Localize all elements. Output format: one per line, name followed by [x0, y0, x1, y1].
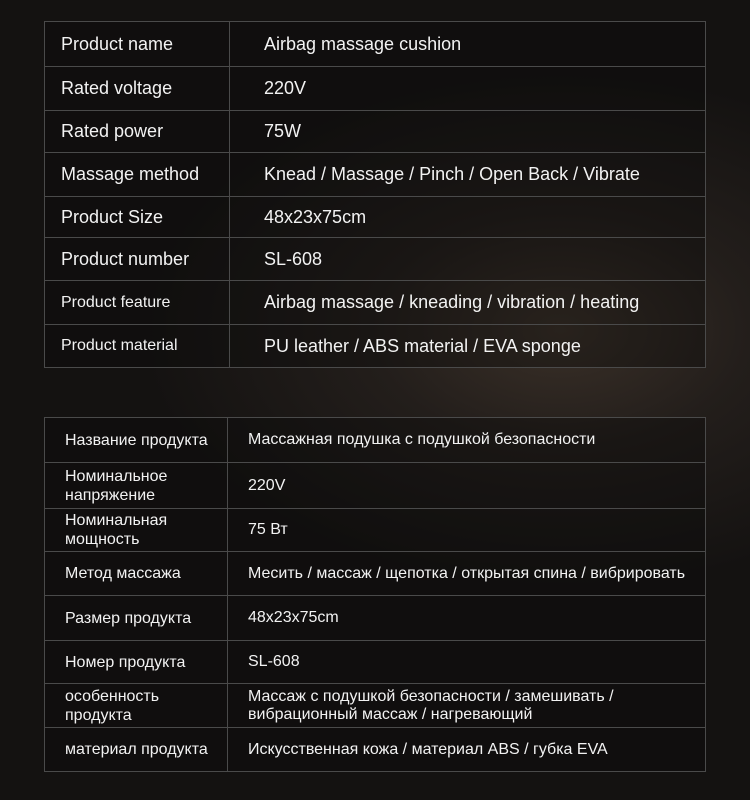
spec-value: Airbag massage cushion — [230, 22, 706, 67]
spec-label: Product name — [45, 22, 230, 67]
spec-value: 48x23x75cm — [230, 197, 706, 238]
spec-row — [45, 509, 706, 552]
spec-value: Airbag massage / kneading / vibration / heating — [230, 281, 706, 325]
spec-row — [45, 463, 706, 509]
spec-value: Месить / массаж / щепотка / открытая спина / вибрировать — [228, 552, 706, 596]
spec-value: SL-608 — [228, 641, 706, 684]
spec-value: Массаж с подушкой безопасности / замешивать / вибрационный массаж / нагревающий — [228, 684, 706, 728]
spec-label: Метод массажа — [45, 552, 228, 596]
spec-value: PU leather / ABS material / EVA sponge — [230, 325, 706, 368]
spec-value: 220V — [230, 67, 706, 111]
spec-label: Rated voltage — [45, 67, 230, 111]
spec-value: 75 Вт — [228, 509, 706, 552]
spec-value: SL-608 — [230, 238, 706, 281]
spec-row — [45, 67, 706, 111]
spec-label: Размер продукта — [45, 596, 228, 641]
spec-value: 48x23x75cm — [228, 596, 706, 641]
spec-label: Product material — [45, 325, 230, 368]
spec-row — [45, 325, 706, 368]
spec-value: Искусственная кожа / материал ABS / губка EVA — [228, 728, 706, 772]
spec-row — [45, 641, 706, 684]
spec-label: особенность продукта — [45, 684, 228, 728]
spec-row — [45, 22, 706, 67]
spec-label: Product Size — [45, 197, 230, 238]
spec-row — [45, 552, 706, 596]
spec-label: Номер продукта — [45, 641, 228, 684]
spec-label: Номинальная мощность — [45, 509, 228, 552]
spec-label: Product number — [45, 238, 230, 281]
english-spec-table — [44, 21, 706, 368]
spec-row — [45, 728, 706, 772]
spec-label: материал продукта — [45, 728, 228, 772]
spec-row — [45, 418, 706, 463]
spec-row — [45, 684, 706, 728]
spec-label: Название продукта — [45, 418, 228, 463]
russian-spec-table — [44, 417, 706, 772]
spec-row — [45, 238, 706, 281]
spec-row — [45, 111, 706, 153]
spec-label: Product feature — [45, 281, 230, 325]
spec-label: Massage method — [45, 153, 230, 197]
spec-value: 220V — [228, 463, 706, 509]
spec-row — [45, 153, 706, 197]
spec-label: Rated power — [45, 111, 230, 153]
spec-row — [45, 281, 706, 325]
spec-row — [45, 596, 706, 641]
spec-value: Массажная подушка с подушкой безопасности — [228, 418, 706, 463]
spec-value: 75W — [230, 111, 706, 153]
spec-value: Knead / Massage / Pinch / Open Back / Vibrate — [230, 153, 706, 197]
spec-row — [45, 197, 706, 238]
spec-label: Номинальное напряжение — [45, 463, 228, 509]
